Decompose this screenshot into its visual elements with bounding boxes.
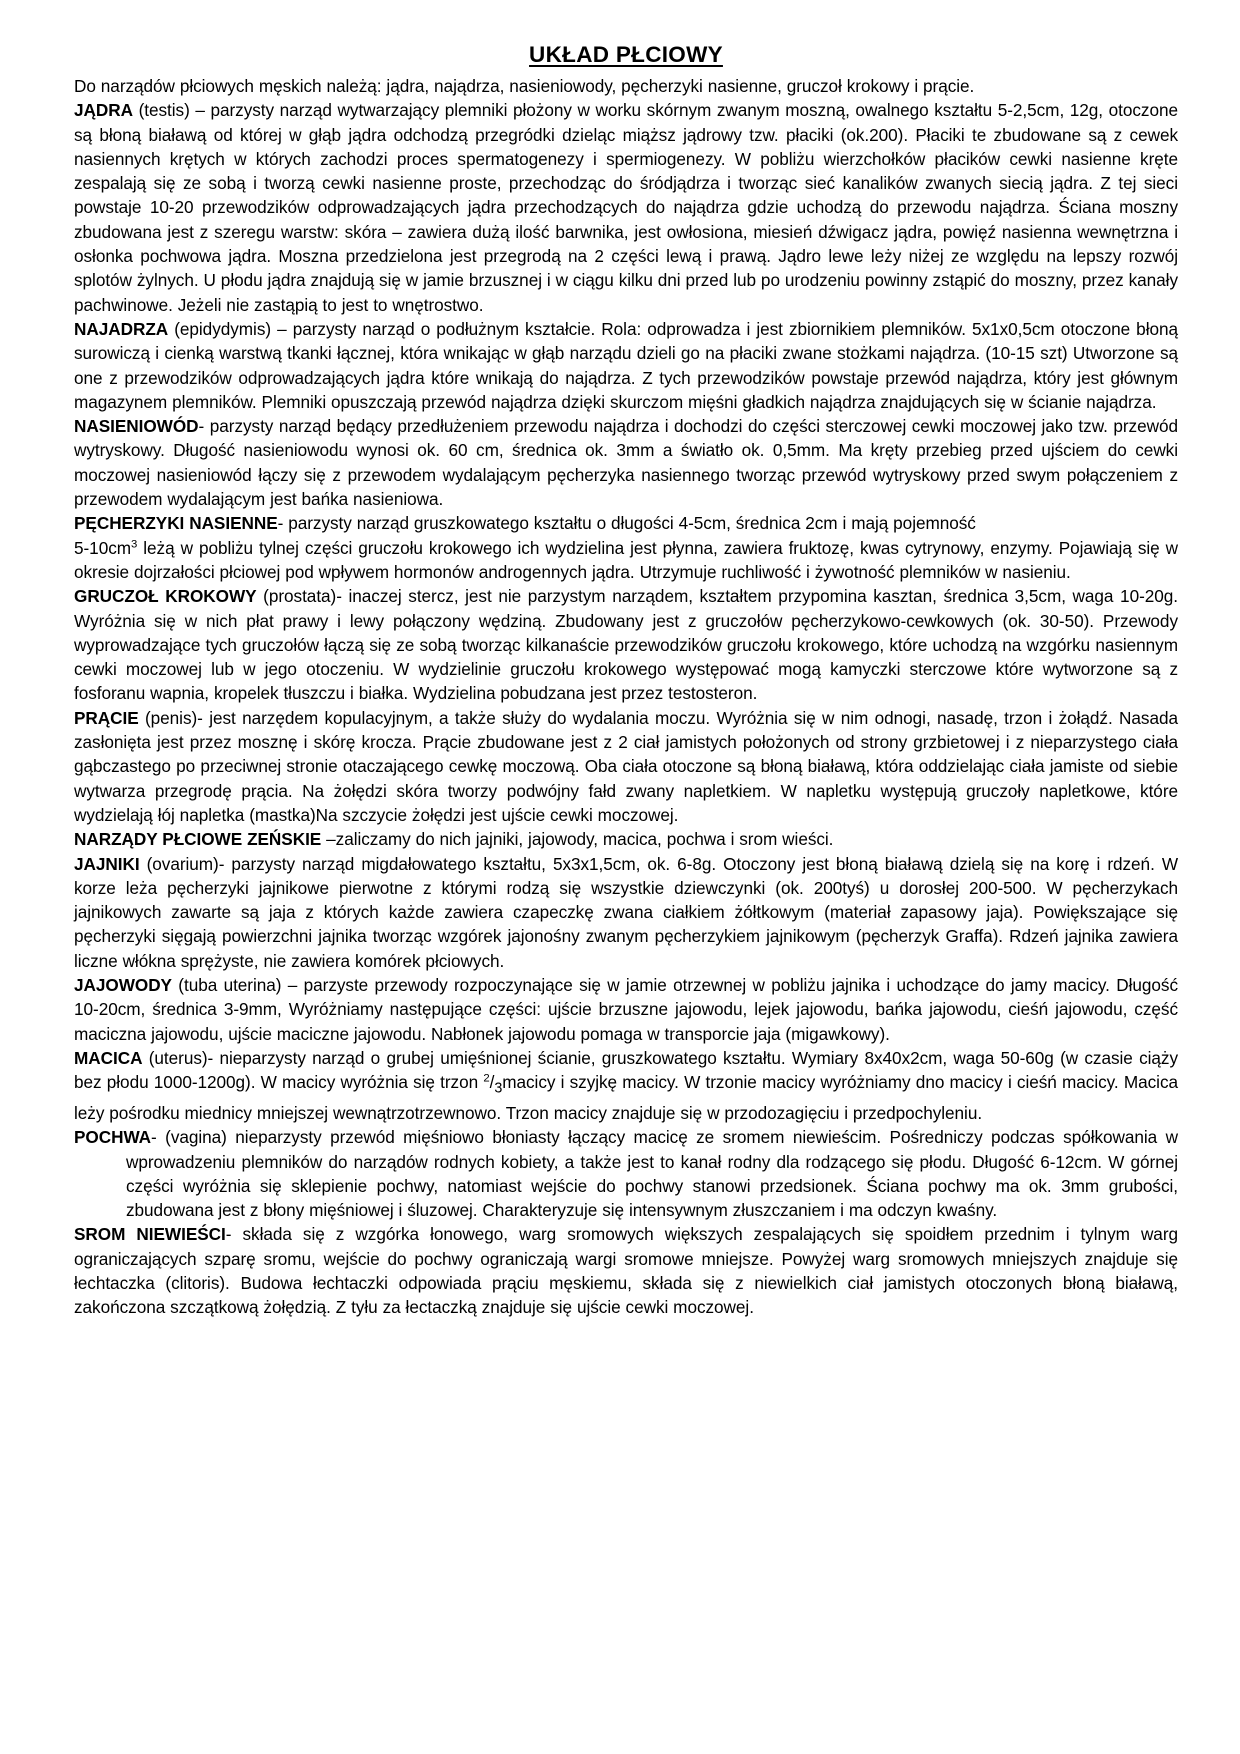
paragraph-text: –zaliczamy do nich jajniki, jajowody, macica, pochwa i srom wieści. [321, 829, 834, 850]
paragraph-term: POCHWA [74, 1127, 152, 1148]
paragraph-narzady-zenskie [74, 827, 1178, 851]
paragraph-text: - parzysty narząd gruszkowatego kształtu o długości 4-5cm, średnica 2cm i mają pojemność [277, 513, 976, 534]
paragraph-text: (tuba uterina) – parzyste przewody rozpoczynające się w jamie otrzewnej w pobliżu jajnika i uchodzące do jamy macicy. Długość 10-20cm, średnica 3-9mm, Wyróżniamy następujące części: ujście brzuszne jajowodu, lejek jajowodu, bańka jajowodu, cieśń jajowodu, część maciczna jajowodu, ujście maciczne jajowodu. Nabłonek jajowodu pomaga w transporcie jaja (migawkowy). [74, 974, 1178, 1044]
paragraph-text: (testis) – parzysty narząd wytwarzający plemniki płożony w worku skórnym zwanym moszną, owalnego kształtu 5-2,5cm, 12g, otoczone są błoną białawą od której w głąb jądra odchodzą przegródki dzieląc miąższ jądrowy tzw. płaciki (ok.200). Płaciki te zbudowane są z cewek nasiennych krętych w których zachodzi proces spermatogenezy i spermiogenezy. W pobliżu wierzchołków płacików cewki nasienne kręte zespalają się ze sobą i tworzą cewki nasienne proste, przechodząc do śródjądrza i tworząc sieć kanalików zwanych siecią jądra. Z tej sieci powstaje 10-20 przewodzików odprowadzających jądra przechodzących do najądrza gdzie uchodzą do przewodu najądrza. Ściana moszny zbudowana jest z szeregu warstw: skóra – zawiera dużą ilość barwnika, jest owłosiona, miesień dźwigacz jądra, powięź nasienna wewnętrzna i osłonka pochwowa jądra. Moszna przedzielona jest przegrodą na 2 części lewą i prawą. Jądro lewe leży niżej ze względu na lepszy rozwój splotów żylnych. U płodu jądra znajdują się w jamie brzusznej i w ciągu kilku dni przed lub po urodzeniu powinny zstąpić do moszny, przez kanały pachwinowe. Jeżeli nie zastąpią to jest to wnętrostwo. [74, 100, 1178, 315]
paragraph-jajniki [74, 852, 1178, 973]
paragraph-term: SROM NIEWIEŚCI [74, 1224, 226, 1245]
page-title: UKŁAD PŁCIOWY [529, 42, 723, 67]
paragraph-jadra [74, 98, 1178, 317]
paragraph-term: NARZĄDY PŁCIOWE ZEŃSKIE [74, 829, 322, 850]
paragraph-najadrza [74, 317, 1178, 414]
paragraph-term: PRĄCIE [74, 707, 139, 728]
paragraph-text: - parzysty narząd będący przedłużeniem przewodu najądrza i dochodzi do części sterczowej cewki moczowej jako tzw. przewód wytryskowy. Długość nasieniowodu wynosi ok. 60 cm, średnica ok. 3mm a światło ok. 0,5mm. Ma kręty przebieg przed ujściem do cewki moczowej nasieniowód łączy się z przewodem wydalającym pęcherzyka nasiennego tworząc przewód wytryskowy przed swym połączeniem z przewodem wydalającym jest bańka nasieniowa. [74, 416, 1178, 510]
paragraph-macica [74, 1046, 1178, 1125]
paragraph-term: JAJOWODY [74, 974, 172, 995]
paragraph-pochwa [74, 1125, 1178, 1222]
paragraph-nasieniowod [74, 414, 1178, 511]
paragraph-text: (ovarium)- parzysty narząd migdałowatego kształtu, 5x3x1,5cm, ok. 6-8g. Otoczony jest błoną białawą dzielą się na korę i rdzeń. W korze leża pęcherzyki jajnikowe pierwotne z którymi rodzą się wszystkie dziewczynki (ok. 200tyś) u dorosłej 200-500. W pęcherzykach jajnikowych zawarte są jaja z których każde zawiera czapeczkę zwana ciałkiem żółtkowym (materiał zapasowy jaja). Powiększające się pęcherzyki sięgają powierzchni jajnika tworząc wzgórek jajonośny zwanym pęcherzykiem jajnikowym (pęcherzyk Graffa). Rdzeń jajnika zawiera liczne włókna sprężyste, nie zawiera komórek płciowych. [74, 853, 1178, 971]
paragraph-term: NAJADRZA [74, 318, 169, 339]
paragraph-text: Do narządów płciowych męskich należą: jądra, najądrza, nasieniowody, pęcherzyki nasienne, gruczoł krokowy i prącie. [74, 76, 975, 96]
paragraph-gruczol-krokowy [74, 584, 1178, 705]
paragraph-pecherzyki-nasienne-cont [74, 536, 1178, 585]
paragraph-term: GRUCZOŁ KROKOWY [74, 586, 257, 607]
paragraph-text: (uterus)- nieparzysty narząd o grubej umięśnionej ścianie, gruszkowatego kształtu. Wymiary 8x40x2cm, waga 50-60g (w czasie ciąży bez płodu 1000-1200g). W macicy wyróżnia się trzon $^2/_3macicy$ i szyjkę macicy. W trzonie macicy wyróżniamy dno macicy i cieśń macicy. Macica leży pośrodku miednicy mniejszej wewnątrzotrzewnowo. Trzon macicy znajduje się w przodozagięciu i przedpochyleniu. [74, 1047, 1179, 1123]
paragraph-term: JAJNIKI [74, 853, 140, 874]
paragraph-intro [74, 74, 1178, 98]
paragraph-term: JĄDRA [74, 100, 133, 121]
paragraph-jajowody [74, 973, 1178, 1046]
paragraph-term: NASIENIOWÓD [74, 416, 199, 437]
paragraph-pracie [74, 706, 1178, 827]
paragraph-pecherzyki-nasienne [74, 511, 1178, 535]
paragraph-text: (prostata)- inaczej stercz, jest nie parzystym narządem, kształtem przypomina kasztan, średnica 3,5cm, waga 10-20g. Wyróżnia się w nich płat prawy i lewy połączony wędziną. Zbudowany jest z gruczołów pęcherzykowo-cewkowych (ok. 30-50). Przewody wyprowadzające tych gruczołów łączą się ze sobą tworząc kilkanaście przewodzików gruczołu krokowego, które uchodzą na wzgórku nasiennym cewki moczowej lub w jego otoczeniu. W wydzielinie gruczołu krokowego występować mogą kamyczki sterczowe które wytworzone są z fosforanu wapnia, kropelek tłuszczu i białka. Wydzielina pobudzana jest przez testosteron. [74, 586, 1179, 704]
paragraph-text: - (vagina) nieparzysty przewód mięśniowo błoniasty łączący macicę ze sromem niewieścim. Pośredniczy podczas spółkowania w wprowadzeniu plemników do narządów rodnych kobiety, a także jest to kanał rodny dla rodzącego się płodu. Długość 6-12cm. W górnej części wyróżnia się sklepienie pochwy, natomiast wejście do pochwy stanowi przedsionek. Ściana pochwy ma ok. 3mm grubości, zbudowana jest z błony mięśniowej i śluzowej. Charakteryzuje się intensywnym złuszczaniem i ma odczyn kwaśny. [126, 1127, 1178, 1221]
paragraph-srom-niewiesci [74, 1222, 1178, 1319]
paragraph-term: MACICA [74, 1047, 143, 1068]
paragraph-text: (penis)- jest narzędem kopulacyjnym, a także służy do wydalania moczu. Wyróżnia się w nim odnogi, nasadę, trzon i żołądź. Nasada zasłonięta jest przez mosznę i skórę krocza. Prącie zbudowane jest z 2 ciał jamistych położonych od strony grzbietowej i z nieparzystego ciała gąbczastego po przeciwnej stronie otaczającego cewkę moczową. Oba ciała otoczone są błoną białawą, która oddzielając ciała jamiste od siebie wytwarza przegrodę prącia. Na żołędzi skóra tworzy podwójny fałd zwany napletkiem. W napletku występują gruczoły napletkowe, które wydzielają łój napletka (mastka)Na szczycie żołędzi jest ujście cewki moczowej. [74, 707, 1178, 825]
paragraph-text: $5-10cm^3$ leżą w pobliżu tylnej części gruczołu krokowego ich wydzielina jest płynna, zawiera fruktozę, kwas cytrynowy, enzymy. Pojawiają się w okresie dojrzałości płciowej pod wpływem hormonów androgennych jądra. Utrzymuje ruchliwość i żywotność plemników w nasieniu. [74, 537, 1178, 582]
paragraph-term: PĘCHERZYKI NASIENNE [74, 513, 278, 534]
paragraph-text: - składa się z wzgórka łonowego, warg sromowych większych zespalających się spoidłem przednim i tylnym warg ograniczających szparę sromu, wejście do pochwy ograniczają wargi sromowe mniejsze. Powyżej warg sromowych mniejszych znajduje się łechtaczka (clitoris). Budowa łechtaczki odpowiada prąciu męskiemu, składa się z niewielkich ciał jamistych otoczonych błoną białawą, zakończona szczątkową żołędzią. Z tyłu za łectaczką znajduje się ujście cewki moczowej. [74, 1224, 1178, 1318]
paragraph-text: (epidydymis) – parzysty narząd o podłużnym kształcie. Rola: odprowadza i jest zbiornikiem plemników. 5x1x0,5cm otoczone błoną surowiczą i cienką warstwą tkanki łącznej, która wnikając w głąb narządu dzieli go na płaciki zwane stożkami najądrza. (10-15 szt) Utworzone są one z przewodzików odprowadzających jądra które wnikają do najądrza. Z tych przewodzików powstaje przewód najądrza, który jest głównym magazynem plemników. Plemniki opuszczają przewód najądrza dzięki skurczom mięśni gładkich najądrza znajdujących się w ścianie najądrza. [74, 318, 1178, 412]
